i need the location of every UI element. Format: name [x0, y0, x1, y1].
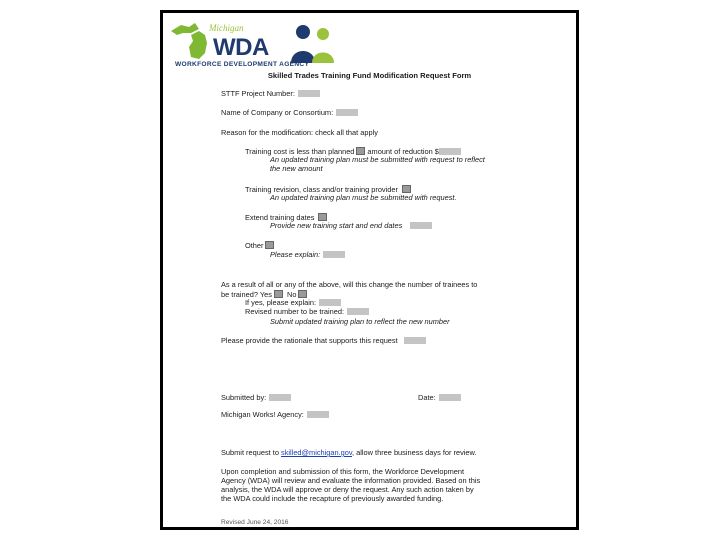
submit-instructions — [221, 449, 477, 458]
document-frame — [160, 10, 579, 530]
people-icon — [287, 23, 337, 63]
trainees-question-2: be trained? — [221, 290, 258, 299]
rationale-field[interactable] — [404, 337, 426, 344]
other-explain-field[interactable] — [323, 251, 345, 258]
revised-number-row — [245, 308, 369, 317]
if-yes-field[interactable] — [319, 299, 341, 306]
completion-line-1: Upon completion and submission of this form, the Workforce Development — [221, 467, 465, 476]
wda-logo — [169, 17, 339, 69]
document-page — [163, 13, 576, 527]
project-number-row — [221, 90, 320, 99]
revised-date: Revised June 24, 2016 — [221, 519, 289, 526]
submitted-by-field[interactable] — [269, 394, 291, 401]
date-label: Date: — [418, 393, 436, 402]
rationale-label: Please provide the rationale that supports this request — [221, 336, 398, 345]
option-other-note: Please explain: — [270, 250, 321, 259]
reduction-amount-label: amount of reduction $ — [367, 147, 439, 156]
no-checkbox[interactable] — [298, 290, 307, 298]
option-cost-note-1: An updated training plan must be submitted with request to reflect — [270, 155, 485, 164]
company-field[interactable] — [336, 109, 358, 116]
project-number-label: STTF Project Number: — [221, 89, 295, 98]
logo-script-text: Michigan — [209, 23, 244, 33]
option-extend-note-row — [270, 222, 432, 231]
yes-checkbox[interactable] — [274, 290, 283, 298]
option-revision-label: Training revision, class and/or training provider — [245, 185, 398, 194]
submitted-by-row — [221, 394, 291, 403]
option-revision-note: An updated training plan must be submitted with request. — [270, 193, 457, 202]
works-agency-field[interactable] — [307, 411, 329, 418]
completion-line-2: Agency (WDA) will review and evaluate the information provided. Based on this — [221, 476, 481, 485]
completion-line-3: analysis, the WDA will approve or deny the request. Any such action taken by — [221, 485, 474, 494]
option-cost-label: Training cost is less than planned — [245, 147, 355, 156]
company-label: Name of Company or Consortium: — [221, 108, 334, 117]
option-cost-checkbox[interactable] — [356, 147, 365, 155]
yes-label: Yes — [259, 290, 272, 299]
submit-prefix: Submit request to — [221, 448, 279, 457]
option-other-label: Other — [245, 241, 264, 250]
revised-number-label: Revised number to be trained: — [245, 307, 345, 316]
works-agency-label: Michigan Works! Agency: — [221, 410, 304, 419]
option-other-note-row — [270, 251, 345, 260]
rationale-row — [221, 337, 426, 346]
revised-number-field[interactable] — [347, 308, 369, 315]
option-revision-checkbox[interactable] — [402, 185, 411, 193]
trainees-question-1: As a result of all or any of the above, will this change the number of trainees to — [221, 280, 478, 289]
reduction-amount-field[interactable] — [439, 148, 461, 155]
company-row — [221, 109, 358, 118]
submit-email-link[interactable]: skilled@michigan.gov — [281, 448, 353, 457]
submitted-by-label: Submitted by: — [221, 393, 267, 402]
works-agency-row — [221, 411, 329, 420]
revised-note: Submit updated training plan to reflect the new number — [270, 317, 450, 326]
submit-suffix: , allow three business days for review. — [352, 448, 477, 457]
no-label: No — [287, 290, 297, 299]
reason-label: Reason for the modification: check all that apply — [221, 128, 378, 137]
option-cost-note-2: the new amount — [270, 164, 323, 173]
option-other-checkbox[interactable] — [265, 241, 274, 249]
date-row — [418, 394, 461, 403]
option-extend-checkbox[interactable] — [318, 213, 327, 221]
project-number-field[interactable] — [298, 90, 320, 97]
completion-line-4: the WDA could include the recapture of previously awarded funding. — [221, 494, 444, 503]
logo-subtitle: WORKFORCE DEVELOPMENT AGENCY — [175, 61, 310, 68]
if-yes-label: If yes, please explain: — [245, 298, 317, 307]
option-extend-note: Provide new training start and end dates — [270, 221, 403, 230]
option-extend-label: Extend training dates — [245, 213, 315, 222]
form-title: Skilled Trades Training Fund Modification Request Form — [267, 71, 472, 80]
date-field[interactable] — [439, 394, 461, 401]
training-dates-field[interactable] — [410, 222, 432, 229]
logo-main-text: WDA — [213, 34, 269, 61]
